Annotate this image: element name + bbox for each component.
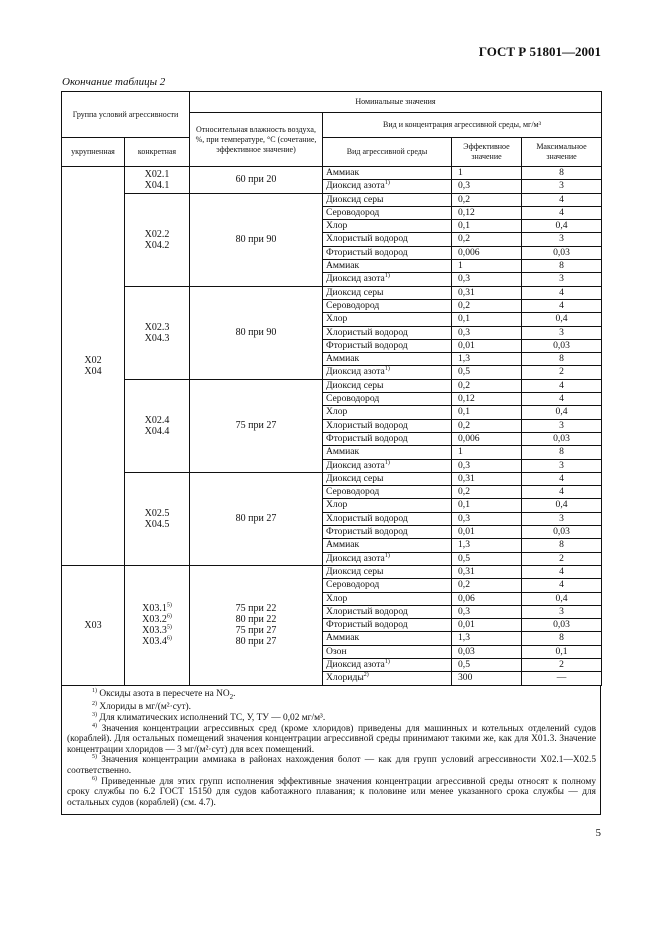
effective-value: 0,3 [452,180,522,193]
env-type: Диоксид серы [323,472,452,485]
maximum-value: 8 [522,353,602,366]
env-type: Хлористый водород [323,233,452,246]
effective-value: 1 [452,167,522,180]
maximum-value: 3 [522,273,602,286]
effective-value: 1 [452,446,522,459]
maximum-value: 0,03 [522,619,602,632]
group-x02-x04: Х02 Х04 [62,167,125,566]
maximum-value: 8 [522,260,602,273]
maximum-value: 4 [522,193,602,206]
aggressivity-table [61,91,602,686]
env-type: Фтористый водород [323,339,452,352]
env-type: Фтористый водород [323,619,452,632]
env-type: Аммиак [323,539,452,552]
maximum-value: 8 [522,539,602,552]
effective-value: 0,01 [452,339,522,352]
env-type: Диоксид азота$^{1)}$ [323,552,452,565]
env-type: Диоксид азота$^{1)}$ [323,658,452,671]
maximum-value: 3 [522,419,602,432]
humidity-x02-1: 60 при 20 [190,167,323,194]
env-type: Сероводород [323,579,452,592]
env-type: Диоксид азота$^{1)}$ [323,180,452,193]
effective-value: 0,06 [452,592,522,605]
effective-value: 0,5 [452,658,522,671]
humidity-x02-3: 80 при 90 [190,286,323,379]
maximum-value: 4 [522,286,602,299]
effective-value: 0,3 [452,605,522,618]
header-effective: Эффективное значение [452,138,522,167]
effective-value: 0,006 [452,432,522,445]
effective-value: 1,3 [452,539,522,552]
maximum-value: 8 [522,446,602,459]
effective-value: 1 [452,260,522,273]
maximum-value: 0,03 [522,432,602,445]
env-type: Диоксид азота$^{1)}$ [323,273,452,286]
env-type: Сероводород [323,393,452,406]
effective-value: 1,3 [452,353,522,366]
effective-value: 0,5 [452,366,522,379]
env-type: Хлориды$^{2)}$ [323,672,452,685]
effective-value: 0,2 [452,233,522,246]
effective-value: 0,31 [452,472,522,485]
env-type: Хлор [323,220,452,233]
env-type: Аммиак [323,167,452,180]
maximum-value: 8 [522,167,602,180]
env-type: Фтористый водород [323,432,452,445]
standard-number: ГОСТ Р 51801—2001 [478,44,601,59]
env-type: Диоксид серы [323,286,452,299]
maximum-value: 0,4 [522,220,602,233]
maximum-value: 0,03 [522,246,602,259]
env-type: Диоксид азота$^{1)}$ [323,366,452,379]
effective-value: 0,1 [452,499,522,512]
humidity-x02-2: 80 при 90 [190,193,323,286]
header-humidity: Относительная влажность воздуха, %, при температуре, °С (сочетание, эффективное значение) [190,113,323,167]
env-type: Хлористый водород [323,512,452,525]
env-type: Аммиак [323,353,452,366]
maximum-value: 0,4 [522,499,602,512]
effective-value: 0,12 [452,393,522,406]
maximum-value: 0,1 [522,645,602,658]
maximum-value: 0,03 [522,339,602,352]
subgroup-x02-5: Х02.5 Х04.5 [125,472,190,565]
effective-value: 0,12 [452,206,522,219]
effective-value: 0,01 [452,619,522,632]
effective-value: 0,01 [452,526,522,539]
maximum-value: 4 [522,299,602,312]
env-type: Хлористый водород [323,419,452,432]
effective-value: 0,2 [452,193,522,206]
env-type: Хлор [323,592,452,605]
effective-value: 0,1 [452,220,522,233]
env-type: Сероводород [323,486,452,499]
maximum-value: 0,4 [522,313,602,326]
env-type: Диоксид серы [323,379,452,392]
maximum-value: 2 [522,658,602,671]
maximum-value: 4 [522,472,602,485]
humidity-x02-5: 80 при 27 [190,472,323,565]
footnote-1: $^{1)}$ Оксиды азота в пересчете на $NO_2$. [92,687,236,701]
subgroup-x02-4: Х02.4 Х04.4 [125,379,190,472]
humidity-x02-4: 75 при 27 [190,379,323,472]
header-maximum: Максимальное значение [522,138,602,167]
effective-value: 0,2 [452,299,522,312]
effective-value: 0,3 [452,459,522,472]
maximum-value: 4 [522,579,602,592]
maximum-value: 4 [522,393,602,406]
footnote-5: $^{5)}$ Значения концентрации аммиака в районах нахождения болот — как для групп условий агрессивности Х02.1—Х02.5 соответственно. [67,754,597,777]
effective-value: 0,31 [452,565,522,578]
effective-value: 0,2 [452,379,522,392]
maximum-value: — [522,672,602,685]
env-type: Хлор [323,499,452,512]
maximum-value: 3 [522,326,602,339]
env-type: Аммиак [323,446,452,459]
effective-value: 0,03 [452,645,522,658]
maximum-value: 3 [522,180,602,193]
group-x03: Х03 [62,565,125,685]
maximum-value: 8 [522,632,602,645]
env-type: Фтористый водород [323,246,452,259]
effective-value: 0,2 [452,486,522,499]
subgroup-x03: Х03.1$^{5)}$ Х03.2$^{6)}$ Х03.3$^{5)}$ Х03.4$^{6)}$ [125,565,190,685]
env-type: Хлористый водород [323,326,452,339]
subgroup-x02-2: Х02.2 Х04.2 [125,193,190,286]
env-type: Аммиак [323,260,452,273]
env-type: Диоксид азота$^{1)}$ [323,459,452,472]
humidity-x03: 75 при 22 80 при 22 75 при 27 80 при 27 [190,565,323,685]
effective-value: 0,3 [452,326,522,339]
maximum-value: 3 [522,605,602,618]
effective-value: 0,3 [452,512,522,525]
env-type: Озон [323,645,452,658]
maximum-value: 2 [522,552,602,565]
maximum-value: 4 [522,486,602,499]
maximum-value: 3 [522,233,602,246]
maximum-value: 4 [522,206,602,219]
effective-value: 1,3 [452,632,522,645]
header-enlarged: укрупненная [62,138,125,167]
header-env-concentration: Вид и концентрация агрессивной среды, мг/м³ [323,113,602,138]
maximum-value: 4 [522,565,602,578]
footnote-4: $^{4)}$ Значения концентрации агрессивных сред (кроме хлоридов) приведены для машинных и котельных отделений судов (кораблей). Для остальных помещений значения концентрации агрессивной среды принимают такими же, как для Х01.3. Значение концентрации хлоридов — 3 мг/(м²·сут) для всех помещений. [67,722,596,755]
maximum-value: 3 [522,512,602,525]
effective-value: 0,3 [452,273,522,286]
maximum-value: 3 [522,459,602,472]
effective-value: 300 [452,672,522,685]
maximum-value: 2 [522,366,602,379]
effective-value: 0,5 [452,552,522,565]
env-type: Диоксид серы [323,565,452,578]
maximum-value: 0,4 [522,406,602,419]
env-type: Аммиак [323,632,452,645]
footnote-2: $^{2)}$ Хлориды в мг/(м²·сут). [92,701,192,713]
env-type: Хлористый водород [323,605,452,618]
env-type: Хлор [323,406,452,419]
table-continuation-caption: Окончание таблицы 2 [62,76,166,88]
effective-value: 0,2 [452,579,522,592]
footnote-6: $^{6)}$ Приведенные для этих групп исполнения эффективные значения концентрации агрессивной среды относят к полному сроку службы по 6.2 ГОСТ 15150 для судов каботажного плавания; к половине или менее указанного срока службы — для остальных судов (кораблей) (см. 4.7). [67,775,597,808]
effective-value: 0,006 [452,246,522,259]
header-group-conditions: Группа условий агрессивности [62,92,190,138]
env-type: Фтористый водород [323,526,452,539]
env-type: Диоксид серы [323,193,452,206]
maximum-value: 4 [522,379,602,392]
header-env-type: Вид агрессивной среды [323,138,452,167]
table-footnotes [61,686,601,815]
maximum-value: 0,4 [522,592,602,605]
page-number: 5 [595,827,601,839]
env-type: Хлор [323,313,452,326]
effective-value: 0,1 [452,313,522,326]
effective-value: 0,2 [452,419,522,432]
effective-value: 0,1 [452,406,522,419]
header-nominal-values: Номинальные значения [190,92,602,113]
footnote-3: $^{3)}$ Для климатических исполнений ТС, У, ТУ — 0,02 мг/м³. [92,711,326,724]
subgroup-x02-3: Х02.3 Х04.3 [125,286,190,379]
env-type: Сероводород [323,299,452,312]
effective-value: 0,31 [452,286,522,299]
maximum-value: 0,03 [522,526,602,539]
subgroup-x02-1: Х02.1 Х04.1 [125,167,190,194]
env-type: Сероводород [323,206,452,219]
header-specific: конкретная [125,138,190,167]
